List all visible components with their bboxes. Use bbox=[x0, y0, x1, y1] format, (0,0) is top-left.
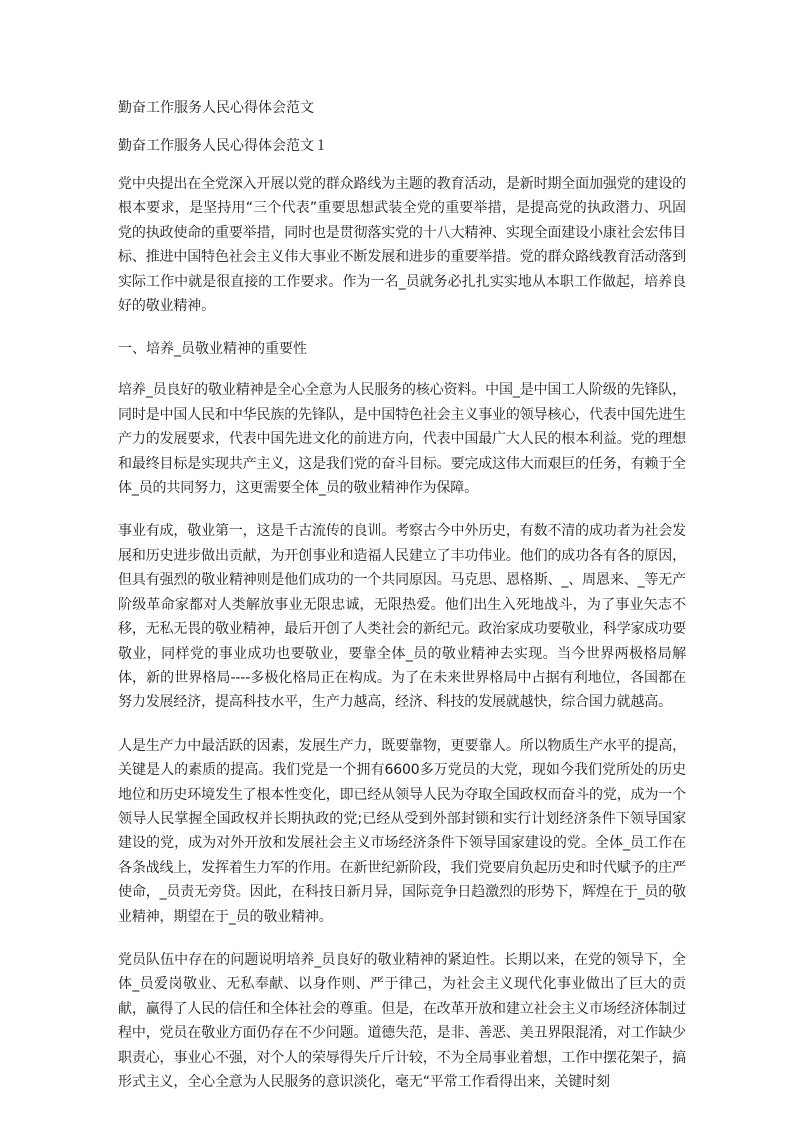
document-page bbox=[118, 96, 686, 1113]
paragraph-2: 培养_员良好的敬业精神是全心全意为人民服务的核心资料。中国_是中国工人阶级的先锋队，同时是中国人民和中华民族的先锋队，是中国特色社会主义事业的领导核心，代表中国先进生产力的发展要求，代表中国先进文化的前进方向，代表中国最广大人民的根本利益。党的理想和最终目标是实现共产主义，这是我们党的奋斗目标。要完成这伟大而艰巨的任务，有赖于全体_员的共同努力，这更需要全体_员的敬业精神作为保障。 bbox=[118, 382, 686, 497]
paragraph-3: 事业有成，敬业第一，这是千古流传的良训。考察古今中外历史，有数不清的成功者为社会发展和历史进步做出贡献，为开创事业和造福人民建立了丰功伟业。他们的成功各有各的原因，但具有强烈的敬业精神则是他们成功的一个共同原因。马克思、恩格斯、_、周恩来、_等无产阶级革命家都对人类解放事业无限忠诚，无限热爱。他们出生入死地战斗，为了事业矢志不移，无私无畏的敬业精神，最后开创了人类社会的新纪元。政治家成功要敬业，科学家成功要敬业，同样党的事业成功也要敬业，要靠全体_员的敬业精神去实现。当今世界两极格局解体，新的世界格局----多极化格局正在构成。为了在未来世界格局中占据有利地位，各国都在努力发展经济，提高科技水平，生产力越高，经济、科技的发展就越快，综合国力就越高。 bbox=[118, 523, 686, 711]
section-heading-1: 一、培养_员敬业精神的重要性 bbox=[118, 341, 307, 358]
paragraph-4: 人是生产力中最活跃的因素，发展生产力，既要靠物，更要靠人。所以物质生产水平的提高，关键是人的素质的提高。我们党是一个拥有6600多万党员的大党，现如今我们党所处的历史地位和历史环境发生了根本性变化，即已经从领导人民为夺取全国政权而奋斗的党，成为一个领导人民掌握全国政权并长期执政的党;已经从受到外部封锁和实行计划经济条件下领导国家建设的党，成为对外开放和发展社会主义市场经济条件下领导国家建设的党。全体_员工作在各条战线上，发挥着生力军的作用。在新世纪新阶段，我们党要肩负起历史和时代赋予的庄严使命，_员责无旁贷。因此，在科技日新月异，国际竞争日趋激烈的形势下，辉煌在于_员的敬业精神，期望在于_员的敬业精神。 bbox=[118, 737, 686, 925]
document-subtitle: 勤奋工作服务人民心得体会范文１ bbox=[118, 138, 328, 154]
paragraph-1: 党中央提出在全党深入开展以党的群众路线为主题的教育活动，是新时期全面加强党的建设的根本要求，是坚持用“三个代表”重要思想武装全党的重要举措，是提高党的执政潜力、巩固党的执政使命的重要举措，同时也是贯彻落实党的十八大精神、实现全面建设小康社会宏伟目标、推进中国特色社会主义伟大事业不断发展和进步的重要举措。党的群众路线教育活动落到实际工作中就是很直接的工作要求。作为一名_员就务必扎扎实实地从本职工作做起，培养良好的敬业精神。 bbox=[118, 176, 686, 315]
paragraph-5: 党员队伍中存在的问题说明培养_员良好的敬业精神的紧迫性。长期以来，在党的领导下，全体_员爱岗敬业、无私奉献、以身作则、严于律己，为社会主义现代化事业做出了巨大的贡献，赢得了人民的信任和全体社会的尊重。但是，在改革开放和建立社会主义市场经济体制过程中，党员在敬业方面仍存在不少问题。道德失范，是非、善恶、美丑界限混淆，对工作缺少职责心，事业心不强，对个人的荣辱得失斤斤计较，不为全局事业着想，工作中摆花架子，搞形式主义，全心全意为人民服务的意识淡化，毫无“平常工作看得出来，关键时刻 bbox=[118, 951, 686, 1090]
document-title: 勤奋工作服务人民心得体会范文 bbox=[118, 100, 314, 116]
